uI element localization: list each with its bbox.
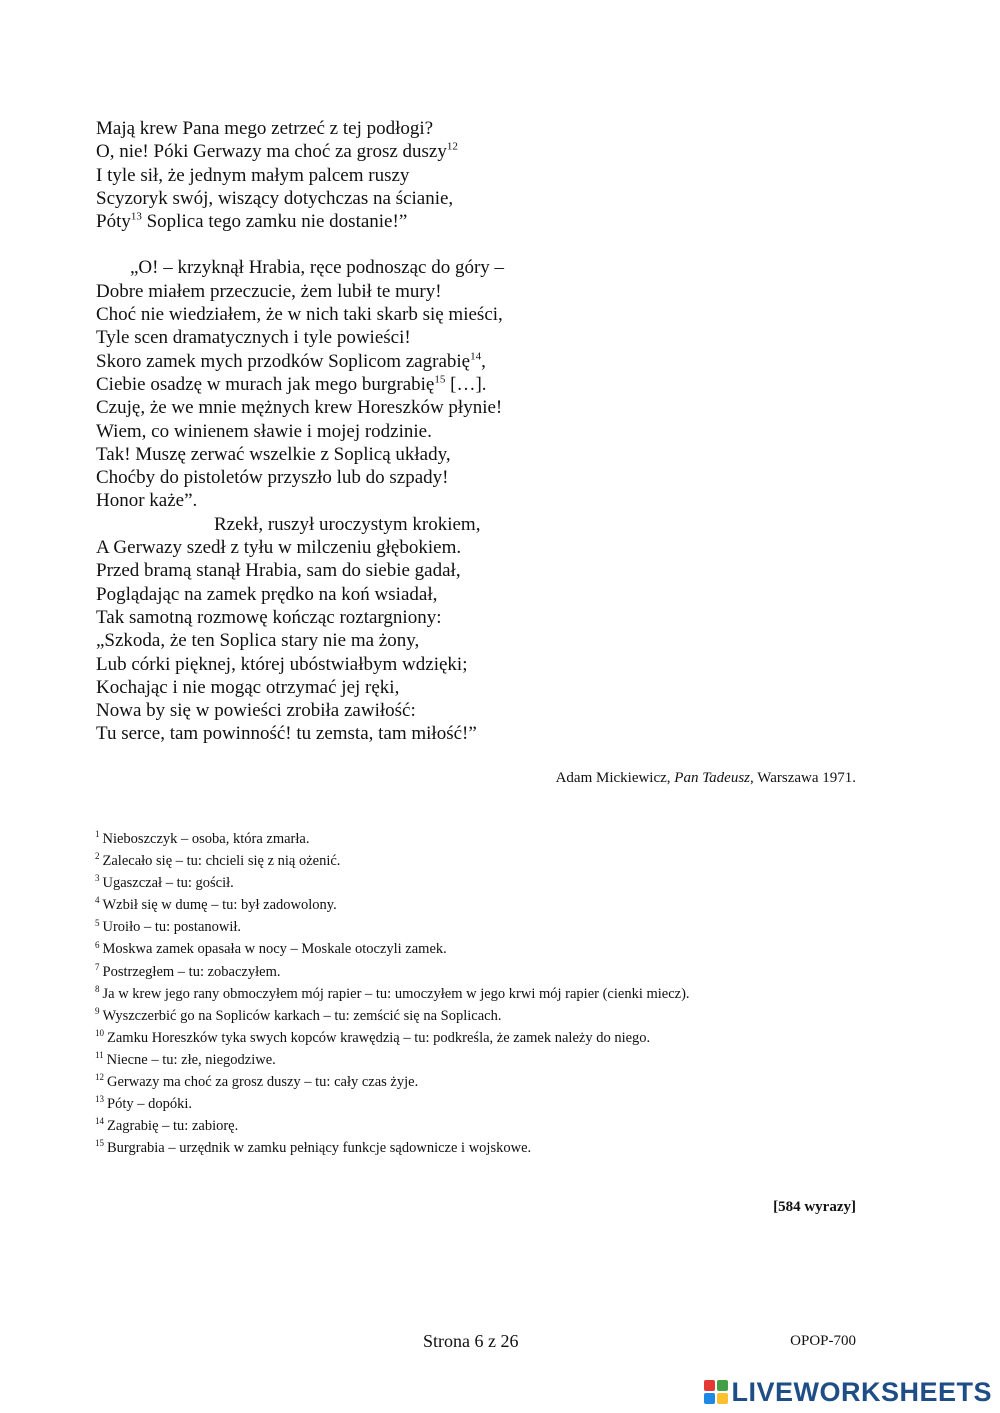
poem-line: Póty$^{13}$ Soplica tego zamku nie dostanie!”	[96, 210, 408, 233]
poem-line: Poglądając na zamek prędko na koń wsiadał,	[96, 583, 438, 605]
stanza-2	[96, 256, 896, 745]
footnote: $^6$ Moskwa zamek opasała w nocy – Moskale otoczyli zamek.	[95, 939, 447, 958]
footnote: $^{14}$ Zagrabię – tu: zabiorę.	[95, 1116, 239, 1135]
footnote: $^5$ Uroiło – tu: postanowił.	[95, 917, 242, 936]
poem-line: Przed bramą stanął Hrabia, sam do siebie gadał,	[96, 560, 461, 582]
footnotes	[95, 828, 915, 1159]
poem-line: Skoro zamek mych przodków Soplicom zagrabię$^{14}$,	[96, 350, 486, 372]
stanza-1	[96, 117, 896, 233]
footnote: $^1$ Nieboszczyk – osoba, która zmarła.	[95, 829, 310, 847]
footnote-ref: 14	[470, 350, 482, 363]
poem-line: Czuję, że we mnie mężnych krew Horeszków płynie!	[96, 397, 503, 419]
poem-line: Nowa by się w powieści zrobiła zawiłość:	[96, 700, 416, 722]
document-code: OPOP-700	[790, 1333, 856, 1349]
footnote-ref: 15	[434, 373, 446, 386]
poem-line: Choć nie wiedziałem, że w nich taki skarb się mieści,	[96, 304, 503, 326]
poem-line: Rzekł, ruszył uroczystym krokiem,	[214, 513, 481, 535]
poem-line: Choćby do pistoletów przyszło lub do szpady!	[96, 467, 449, 489]
watermark-text: LIVEWORKSHEETS	[731, 1376, 992, 1407]
liveworksheets-watermark	[704, 1377, 992, 1407]
poem-line: Wiem, co winienem sławie i mojej rodzinie.	[96, 420, 432, 442]
poem-line: Kochając i nie mogąc otrzymać jej ręki,	[96, 676, 400, 698]
footnote: $^{12}$ Gerwazy ma choć za grosz duszy – tu: cały czas żyje.	[95, 1072, 419, 1091]
poem-text	[96, 117, 896, 746]
footnote: $^3$ Ugaszczał – tu: gościł.	[95, 873, 234, 892]
footnote: $^7$ Postrzegłem – tu: zobaczyłem.	[95, 961, 281, 980]
footnote: $^{11}$ Niecne – tu: złe, niegodziwe.	[95, 1050, 276, 1068]
footnote-ref: 13	[130, 210, 142, 223]
source-citation: Adam Mickiewicz, Pan Tadeusz, Warszawa 1971.	[555, 770, 856, 786]
poem-line: Tak samotną rozmowę kończąc roztargniony:	[96, 606, 442, 628]
poem-line: Tak! Muszę zerwać wszelkie z Soplicą układy,	[96, 443, 451, 465]
poem-line: I tyle sił, że jednym małym palcem ruszy	[96, 164, 410, 186]
footnote: $^{15}$ Burgrabia – urzędnik w zamku pełniący funkcje sądownicze i wojskowe.	[95, 1138, 532, 1157]
liveworksheets-logo-icon	[704, 1380, 728, 1404]
work-title: Pan Tadeusz	[674, 770, 751, 786]
footnote: $^{13}$ Póty – dopóki.	[95, 1094, 192, 1113]
footnote: $^8$ Ja w krew jego rany obmoczyłem mój rapier – tu: umoczyłem w jego krwi mój rapier (cienki miecz).	[95, 983, 690, 1002]
page-number: Strona 6 z 26	[423, 1331, 519, 1351]
poem-line: Mają krew Pana mego zetrzeć z tej podłogi?	[96, 118, 434, 139]
footnote: $^4$ Wzbił się w dumę – tu: był zadowolony.	[95, 895, 337, 914]
footnote: $^2$ Zalecało się – tu: chcieli się z nią ożenić.	[95, 851, 341, 870]
footnote: $^{10}$ Zamku Horeszków tyka swych kopców krawędzią – tu: podkreśla, że zamek należy do niego.	[95, 1028, 651, 1046]
footnote-ref: 12	[446, 140, 458, 153]
poem-line: Honor każe”.	[96, 490, 198, 512]
poem-line: Scyzoryk swój, wiszący dotychczas na ścianie,	[96, 187, 454, 209]
poem-line: Tyle scen dramatycznych i tyle powieści!	[96, 327, 411, 349]
poem-line: Lub córki pięknej, której ubóstwiałbym wdzięki;	[96, 653, 468, 675]
poem-line: Tu serce, tam powinność! tu zemsta, tam miłość!”	[96, 723, 477, 745]
poem-line: O, nie! Póki Gerwazy ma choć za grosz duszy$^{12}$	[96, 140, 458, 163]
poem-line: „Szkoda, że ten Soplica stary nie ma żony,	[96, 630, 420, 652]
word-count: [584 wyrazy]	[773, 1199, 856, 1215]
footnote: $^9$ Wyszczerbić go na Sopliców karkach – tu: zemścić się na Soplicach.	[95, 1005, 502, 1024]
poem-line: Dobre miałem przeczucie, żem lubił te mury!	[96, 280, 442, 302]
poem-line: Ciebie osadzę w murach jak mego burgrabię$^{15}$ […].	[96, 373, 487, 395]
poem-line: A Gerwazy szedł z tyłu w milczeniu głębokiem.	[96, 537, 462, 559]
poem-line: „O! – krzyknął Hrabia, ręce podnosząc do góry –	[130, 257, 505, 279]
